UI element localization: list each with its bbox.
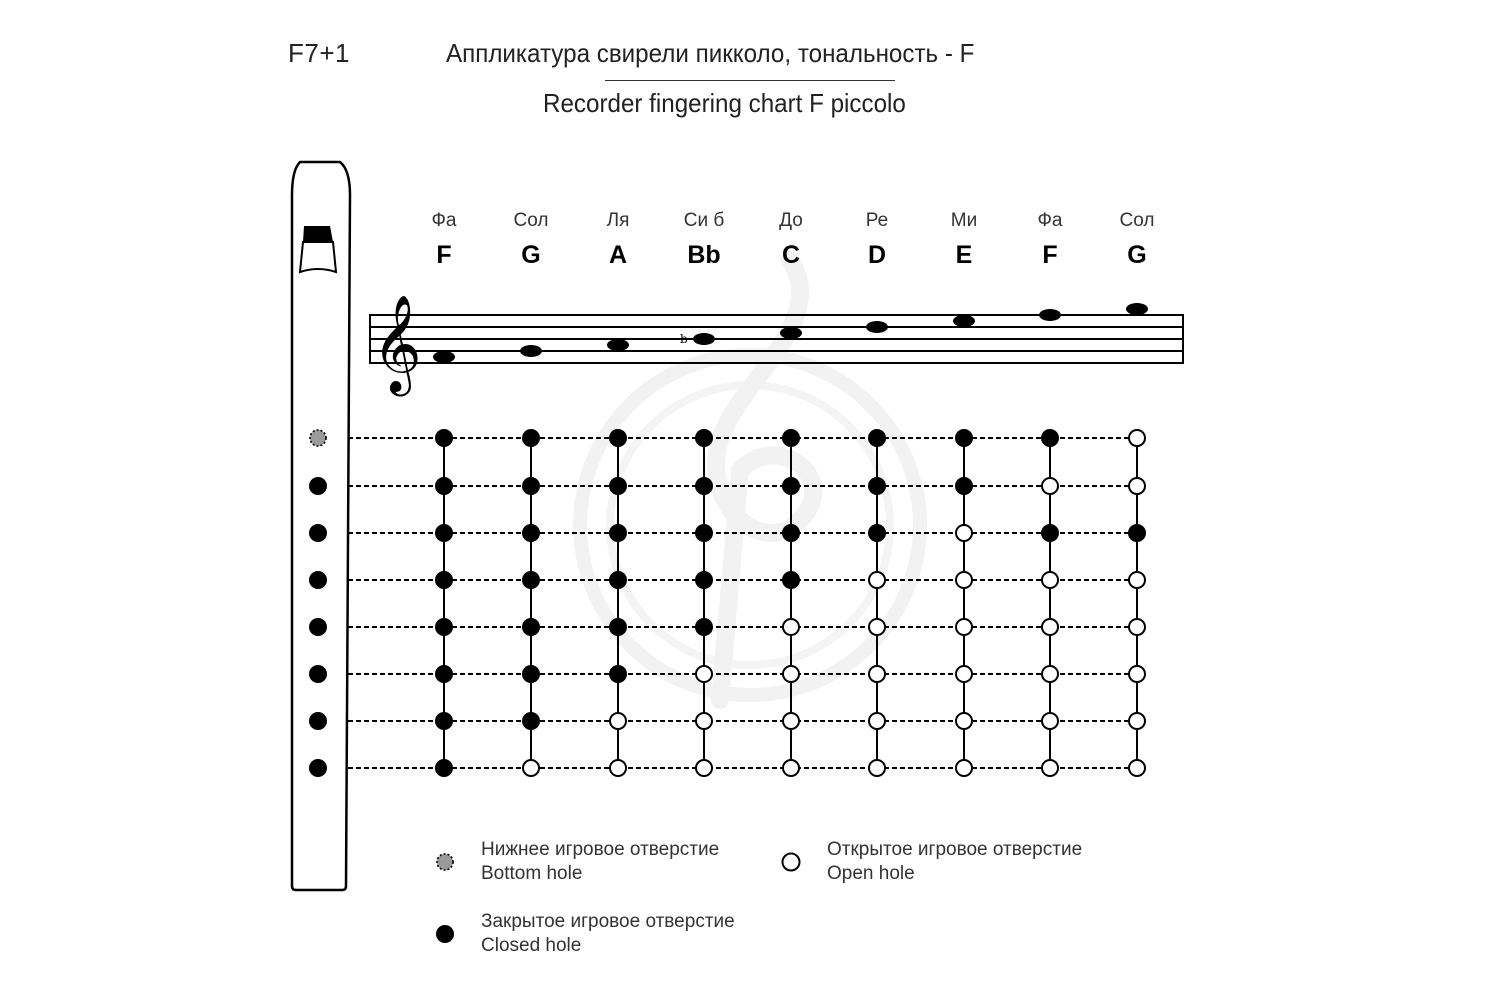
open-hole-icon	[956, 525, 972, 541]
open-hole-icon	[1042, 760, 1058, 776]
whole-note-icon	[866, 321, 888, 333]
closed-hole-icon	[522, 477, 540, 495]
closed-hole-icon	[609, 524, 627, 542]
open-hole-icon	[956, 666, 972, 682]
note-label-ru: Ми	[950, 210, 978, 231]
closed-hole-icon	[435, 618, 453, 636]
closed-hole-icon	[436, 925, 454, 943]
note-label-ru: Фа	[431, 210, 457, 231]
closed-hole-icon	[435, 571, 453, 589]
closed-hole-icon	[609, 665, 627, 683]
closed-hole-icon	[309, 524, 327, 542]
open-hole-icon	[783, 760, 799, 776]
closed-hole-icon	[782, 429, 800, 447]
closed-hole-icon	[309, 477, 327, 495]
open-hole-icon	[956, 572, 972, 588]
closed-hole-icon	[609, 477, 627, 495]
closed-hole-icon	[868, 477, 886, 495]
note-label-ru: До	[779, 210, 803, 231]
closed-hole-icon	[309, 618, 327, 636]
closed-hole-icon	[1041, 524, 1059, 542]
closed-hole-icon	[435, 712, 453, 730]
open-hole-icon	[1129, 478, 1145, 494]
note-label-en: C	[781, 241, 801, 269]
note-label-ru: Ре	[865, 210, 889, 231]
closed-hole-icon	[522, 524, 540, 542]
legend-bottom-hole	[481, 838, 719, 886]
note-label-en: F	[436, 241, 452, 269]
closed-hole-icon	[695, 571, 713, 589]
page-title-ru: Аппликатура свирели пикколо, тональность - F	[446, 38, 975, 68]
closed-hole-icon	[782, 571, 800, 589]
open-hole-icon	[783, 854, 800, 871]
note-label-ru: Сол	[1119, 210, 1155, 231]
open-hole-icon	[1042, 478, 1058, 494]
note-label-ru: Си б	[683, 210, 725, 231]
closed-hole-icon	[522, 618, 540, 636]
open-hole-icon	[610, 760, 626, 776]
closed-hole-icon	[868, 429, 886, 447]
open-hole-icon	[1042, 619, 1058, 635]
open-hole-icon	[1129, 713, 1145, 729]
closed-hole-icon	[435, 429, 453, 447]
open-hole-icon	[869, 619, 885, 635]
note-label-en: E	[955, 241, 973, 269]
open-hole-icon	[783, 619, 799, 635]
open-hole-icon	[523, 760, 539, 776]
legend-label-en: Open hole	[827, 863, 915, 884]
open-hole-icon	[696, 760, 712, 776]
closed-hole-icon	[1128, 524, 1146, 542]
whole-note-icon	[780, 327, 802, 339]
open-hole-icon	[869, 713, 885, 729]
closed-hole-icon	[782, 524, 800, 542]
closed-hole-icon	[609, 618, 627, 636]
note-label-ru: Фа	[1037, 210, 1063, 231]
note-label-en: G	[521, 241, 541, 269]
open-hole-icon	[956, 713, 972, 729]
closed-hole-icon	[309, 759, 327, 777]
chart-code: F7+1	[288, 38, 350, 68]
whole-note-icon	[1039, 309, 1061, 321]
open-hole-icon	[783, 713, 799, 729]
open-hole-icon	[696, 666, 712, 682]
note-label-ru: Ля	[606, 210, 630, 231]
closed-hole-icon	[522, 571, 540, 589]
closed-hole-icon	[695, 524, 713, 542]
open-hole-icon	[1042, 666, 1058, 682]
closed-hole-icon	[435, 524, 453, 542]
closed-hole-icon	[695, 477, 713, 495]
closed-hole-icon	[695, 618, 713, 636]
open-hole-icon	[610, 713, 626, 729]
open-hole-icon	[1042, 713, 1058, 729]
open-hole-icon	[1042, 572, 1058, 588]
closed-hole-icon	[522, 665, 540, 683]
flat-sign-icon: b	[680, 332, 688, 346]
whole-note-icon	[433, 351, 455, 363]
open-hole-icon	[1129, 430, 1145, 446]
bottom-hole-icon	[437, 854, 453, 870]
legend-closed-hole	[481, 910, 735, 958]
open-hole-icon	[869, 760, 885, 776]
closed-hole-icon	[435, 477, 453, 495]
closed-hole-icon	[309, 571, 327, 589]
bottom-hole-icon	[310, 430, 326, 446]
closed-hole-icon	[522, 712, 540, 730]
closed-hole-icon	[955, 477, 973, 495]
closed-hole-icon	[782, 477, 800, 495]
closed-hole-icon	[955, 429, 973, 447]
page-title-en: Recorder fingering chart F piccolo	[543, 88, 906, 118]
legend-label-en: Closed hole	[481, 935, 582, 956]
open-hole-icon	[783, 666, 799, 682]
closed-hole-icon	[435, 665, 453, 683]
legend-open-hole	[827, 838, 1082, 886]
open-hole-icon	[956, 760, 972, 776]
open-hole-icon	[1129, 572, 1145, 588]
open-hole-icon	[1129, 619, 1145, 635]
open-hole-icon	[1129, 760, 1145, 776]
open-hole-icon	[869, 572, 885, 588]
whole-note-icon	[520, 345, 542, 357]
open-hole-icon	[956, 619, 972, 635]
note-label-en: G	[1127, 241, 1147, 269]
note-label-en: F	[1042, 241, 1058, 269]
closed-hole-icon	[609, 429, 627, 447]
whole-note-icon	[1126, 303, 1148, 315]
legend-label-ru: Закрытое игровое отверстие	[481, 911, 735, 932]
whole-note-icon	[607, 339, 629, 351]
closed-hole-icon	[309, 665, 327, 683]
legend-label-ru: Нижнее игровое отверстие	[481, 839, 720, 860]
closed-hole-icon	[1041, 429, 1059, 447]
treble-clef-icon: 𝄞	[372, 294, 422, 392]
closed-hole-icon	[868, 524, 886, 542]
closed-hole-icon	[609, 571, 627, 589]
note-label-ru: Сол	[513, 210, 549, 231]
recorder-windway-icon	[300, 226, 336, 272]
closed-hole-icon	[435, 759, 453, 777]
closed-hole-icon	[522, 429, 540, 447]
note-label-en: A	[608, 241, 628, 269]
closed-hole-icon	[695, 429, 713, 447]
title-divider	[605, 80, 895, 81]
open-hole-icon	[1129, 666, 1145, 682]
legend-label-en: Bottom hole	[481, 863, 583, 884]
note-label-en: Bb	[687, 241, 721, 269]
note-label-en: D	[867, 241, 887, 269]
closed-hole-icon	[309, 712, 327, 730]
whole-note-icon	[693, 333, 715, 345]
legend-label-ru: Открытое игровое отверстие	[827, 839, 1083, 860]
whole-note-icon	[953, 315, 975, 327]
open-hole-icon	[869, 666, 885, 682]
open-hole-icon	[696, 713, 712, 729]
